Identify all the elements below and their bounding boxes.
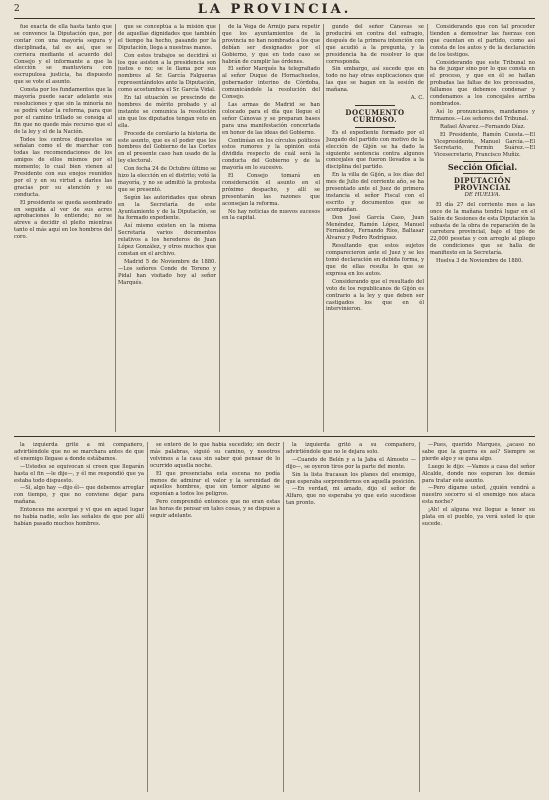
paragraph: En la villa de Gijón, a los días del mes de Julio del corriente año, se ha presentado ante el Juez de primera instancia el señor Fiscal con el escrito y documentos que se acompañan. [326, 172, 424, 213]
official-heading-block [430, 178, 535, 199]
official-place: DE HUELVA. [464, 191, 501, 198]
paragraph: Luego le dijo: —Vamos a casa del señor Alcalde, donde nos esperan los demás para tratar este asunto. [422, 463, 535, 484]
masthead: LA PROVINCIA. [197, 2, 352, 17]
paragraph: Sin embargo, así sucede que en todo no hay otras explicaciones que las que se hagan en la sesión de mañana. [326, 66, 424, 94]
paragraph: En tal situación se prescinde de hombres de mérito probado y al instante se comunica la resolución sin que los diputados tengan voto en ella. [118, 95, 216, 129]
paragraph: Con fecha 24 de Octubre último se hizo la elección en el distrito; votó la mayoría, y no se admitió la protesta que se presentó. [118, 166, 216, 193]
paragraph: gundo del señor Cánovas se producirá en contra del sufragio, después de la primera intención con que acudió a la pregunta, y la presidencia ha de resolver lo que corresponda. [326, 24, 424, 65]
paragraph: Es el expediente formado por el Juzgado del partido con motivo de la elección de Gijón se ha dado la siguiente sentencia contra algunos concejales que fueron llevados a la disciplina del partido. [326, 129, 424, 171]
masthead-rule [14, 18, 535, 19]
paragraph: —Pues, querido Marqués, ¿acaso no sabe que la guerra es así? Siempre se pierde algo y se gana algo. [422, 442, 535, 462]
paragraph: Sin la lista fracasan los planes del enemigo, que esperaba sorprendernos en aquella posición. [286, 471, 416, 485]
paragraph: El que presenciaba esta escena no podía menos de admirar el valor y la serenidad de aquellos hombres, que sin temor alguno se exponían a todos los peligros. [150, 470, 280, 498]
paragraph: Así lo pronunciamos, mandamos y firmamos.—Los señores del Tribunal. [430, 108, 535, 122]
section-title: DOCUMENTO CURIOSO. [345, 107, 405, 124]
top-column-2 [118, 24, 216, 432]
paragraph: de la Vega de Armijo para repetir que los ayuntamientos de la provincia no han nombrado a los que debían ser designados por el Gobierno, y que en todo caso se habrán de cumplir las órdenes. [222, 24, 320, 65]
paragraph: Madrid 5 de Noviembre de 1880.—Los señores Conde de Toreno y Pidal han visitado hoy al señor Marqués. [118, 258, 216, 286]
paragraph: Consta por los fundamentos que la mayoría puede sacar adelante sus resoluciones y que sin la minoría no se podrá votar la reforma, para que por el camino trillado se consiga al fin que no quede más recurso que el de la ley y el de la Nación. [14, 87, 112, 135]
bottom-column-4 [422, 442, 535, 792]
paragraph: El presidente se queda asombrado en seguida al ver de sus acres aprobaciones lo entiende; no se atreve a decidir el pleito mientras tanto el más aquí en los hombros del coro. [14, 199, 112, 241]
column-divider [427, 24, 428, 432]
bottom-column-2 [150, 442, 280, 792]
paragraph: Según las autoridades que obran en la Secretaría de este Ayuntamiento y de la Diputación, se ha formado expediente. [118, 194, 216, 222]
paragraph: que se conceptúa a la misión que de aquellas dignidades que también el tiempo ha hecho, pasando por la Diputación, llega a nuestras manos. [118, 24, 216, 51]
paragraph: —Pero dígame usted, ¿quién vendrá a nuestro socorro si el enemigo nos ataca esta noche? [422, 485, 535, 506]
official-section-title: Sección Oficial. [447, 162, 518, 173]
paragraph: —Ustedes se equivocan si creen que llegarán hasta el fin —le dije—, y él me respondió que ya estaba todo dispuesto. [14, 463, 144, 484]
list-line: Rafael Álvarez.—Fernando Díaz. [440, 123, 526, 130]
paragraph: Considerando que con tal proceder tienden a demostrar las fuerzas con que cuentan en el partido, como así consta de los autos y de la declaración de los testigos. [430, 24, 535, 58]
bottom-column-1 [14, 442, 144, 792]
column-divider [323, 24, 324, 432]
paragraph: ¡Ah! el alguna vez llegue a tener su plata en el pueblo, ya verá usted lo que sucede. [422, 507, 535, 527]
paragraph: Huelva 3 de Noviembre de 1880. [436, 258, 523, 265]
paragraph: —Sí, algo hay —dijo él— que debemos arreglar con tiempo, y que no conviene dejar para mañana. [14, 485, 144, 506]
top-column-3 [222, 24, 320, 432]
folletin-rule [14, 436, 535, 437]
section-heading-block [326, 107, 424, 124]
column-divider [283, 442, 284, 792]
section-divider [355, 105, 395, 106]
paragraph: Pero comprendió entonces que no eran estas las horas de pensar en tales cosas, y se dispuso a seguir adelante. [150, 499, 280, 520]
official-subtitle: DIPUTACIÓN PROVINCIAL [453, 176, 512, 193]
paragraph: Las armas de Madrid se han colocado para el día que llegue el señor Cánovas y se preparan bases para una manifestación concertada en honor de las ideas del Gobierno. [222, 101, 320, 136]
paragraph: Así mismo existen en la misma Secretaría varios documentos relativos a los herederos de Juan López González, y otros muchos que constan en el archivo. [118, 223, 216, 257]
section-divider [463, 173, 503, 174]
section-divider [355, 127, 395, 128]
top-column-4 [326, 24, 424, 432]
paragraph: Considerando que este Tribunal no ha de juzgar sino por lo que consta en el proceso, y que en él se hallan probadas las faltas de los procesados, fallamos que debemos condenar y condenamos a los concejales arriba nombrados. [430, 59, 535, 107]
paragraph: —Cuando de Belén y a la Jaba el Almoeto —dijo—, se oyeron tiros por la parte del monte. [286, 456, 416, 470]
paragraph: Resultando que estos sujetos comparecieron ante el Juez y se les tomó declaración en debida forma, y que de ellas resulta lo que se expresa en los autos. [326, 243, 424, 277]
paragraph: la izquierda grité a mi compañero, advirtiéndole que no se marchara antes de que el enemigo llegase a donde estábamos. [14, 442, 144, 462]
column-divider [147, 442, 148, 792]
paragraph: Don José García Caso, Juan Menéndez, Ramón López, Manuel Fernández, Fernando Ríos, Baltasar Álvarez y Pedro Rodríguez. [326, 214, 424, 242]
paragraph: No hay noticias de nuevos sucesos en la capital. [222, 208, 320, 222]
paragraph: Procede de corolario la historia de este asunto, que es el poder que los hombres del Gobierno de las Cortes en el presente caso han usado de la ley electoral. [118, 130, 216, 165]
paragraph: Con estos trabajos se decidirá si los que asisten a la presidencia son justos o no; se le llama por sus nombres al Sr. García Falgueras representándolos ante la Diputación, como acostumbra el Sr. García Vidal. [118, 52, 216, 94]
paragraph: El día 27 del corriente mes a las once de la mañana tendrá lugar en el Salón de Sesiones de esta Diputación la subasta de la obra de reparación de la carretera provincial, bajo el tipo de 22,000 pesetas y con arreglo al pliego de condiciones que se halla de manifiesto en la Secretaría. [430, 201, 535, 257]
paragraph: Entonces me acerqué y vi que en aquel lugar no había nadie, solo las señales de que por allí habían pasado muchos hombres. [14, 507, 144, 527]
paragraph: Considerando que el resultado del voto de los republicanos de Gijón es contrario a la ley y que deben ser castigados los que en él intervinieron. [326, 278, 424, 313]
column-divider [115, 24, 116, 432]
page-number: 2 [14, 4, 20, 14]
paragraph: fue exacta de ella hasta tanto que se convence la Diputación que, por contar con una mayoría segura y disciplinada, tal es así, que se corriera mediante el acuerdo del Consejo y el informante a que la elección se mantuviera con escrupulosa justicia, ha dispuesto que se vote el asunto. [14, 24, 112, 86]
paragraph: El señor Marqués ha telegrafiado al señor Duque de Hornachuelos, gobernador interino de Córdoba, comunicándole la resolución del Consejo. [222, 66, 320, 101]
column-divider [219, 24, 220, 432]
column-divider [419, 442, 420, 792]
paragraph: se enteró de lo que había sucedido; sin decir más palabras, siguió su camino, y nosotros volvimos a la casa sin saber qué pensar de lo ocurrido aquella noche. [150, 442, 280, 469]
bottom-column-3 [286, 442, 416, 792]
author-initials: A. C. [410, 95, 424, 102]
paragraph: la izquierda gritó a su compañero, advirtiéndole que no le dejara solo. [286, 442, 416, 455]
paragraph: Continúan en los círculos políticos estos rumores y la opinión está dividida respecto de cuál será la conducta del Gobierno y de la mayoría en lo sucesivo. [222, 137, 320, 172]
top-column-5 [430, 24, 535, 432]
list-line: El Presidente, Ramón Cuesta.—El Vicepresidente, Manuel García.—El Secretario, Fermín Suárez.—El Vicesecretario, Francisco Muñiz. [434, 131, 535, 159]
paragraph: El Consejo tomará en consideración el asunto en el próximo despacho, y allí se presentarán las razones que aconsejan la reforma. [222, 173, 320, 207]
paragraph: —En verdad, mi amado, dijo el señor de Alfaro, que no esperaba yo que esto sucediese tan pronto. [286, 486, 416, 507]
top-column-1 [14, 24, 112, 432]
paragraph: Todos los centros dispuestos se señalan como el de marchar con todas las recomendaciones de los amigos de ellos mismos por el momento; lo cual bien vienen al Presidente con sus enojos reunidos por el y en su virtud a darles las gracias por su atención y su conducta. [14, 136, 112, 198]
